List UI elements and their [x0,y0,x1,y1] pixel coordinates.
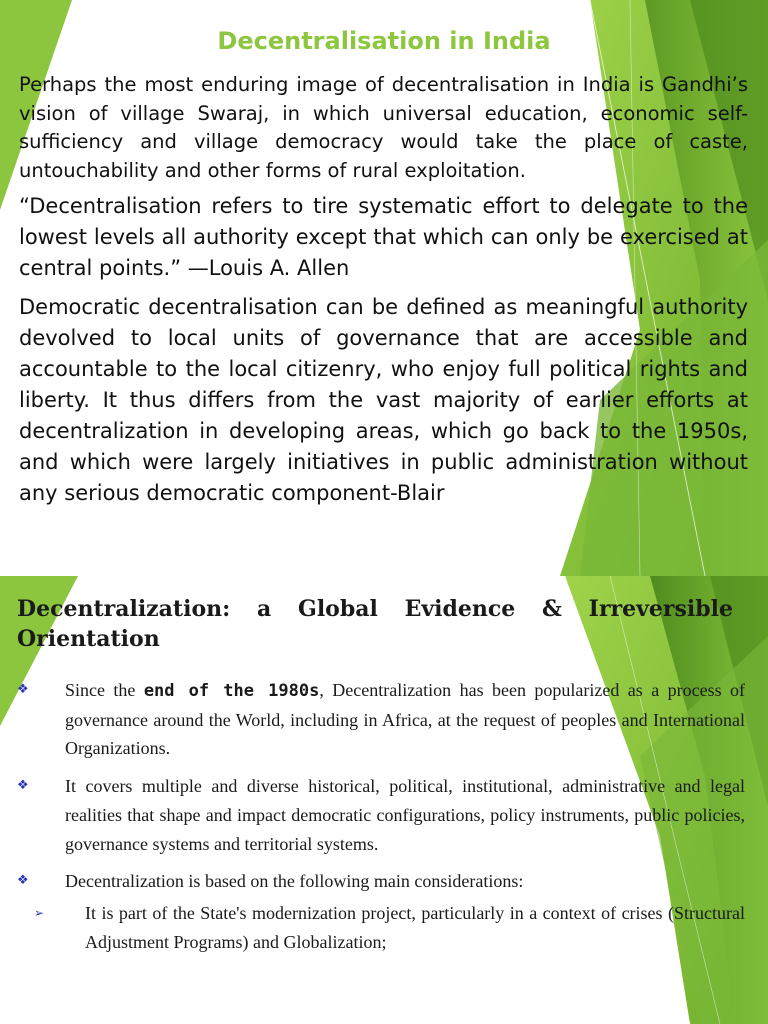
slide-title: Decentralisation in India [217,27,551,55]
diamond-bullet-icon: ❖ [17,873,29,889]
bullet-text: Decentralization is based on the following main considerations: [65,871,524,892]
paragraph-democratic-decentralisation: Democratic decentralisation can be defined as meaningful authority devolved to local units of governance that are accessible and accountable to the local citizenry, who enjoy full political rights and liberty. It thus differs from the vast majority of earlier efforts at decentralization in developing areas, which go back to the 1950s, and which were largely initiatives in public administration without any serious democratic component-Blair [19,295,748,505]
arrow-bullet-icon: ➢ [34,905,45,920]
diamond-bullet-icon: ❖ [17,682,29,697]
bullet-item-main-considerations [0,867,745,896]
sub-bullet-item-modernization [0,899,745,956]
slide-title: Decentralization: a Global Evidence & Irreversible Orientation [17,596,733,652]
bullet-item-diverse-realities [0,772,745,858]
bullet-item-end-of-1980s [0,676,745,763]
diamond-bullet-icon: ❖ [17,778,29,794]
paragraph-gandhi-vision: Perhaps the most enduring image of decentralisation in India is Gandhi’s vision of village Swaraj, in which universal education, economic self-sufficiency and village democracy would take the place of caste, untouchability and other forms of rural exploitation. [19,73,748,182]
bullet-list [0,676,768,956]
bullet-text: It is part of the State's modernization project, particularly in a context of crises (Structural Adjustment Programs) and Globalization; [85,902,745,952]
slide-body [19,71,748,509]
slide-global-evidence [0,576,768,1024]
paragraph-allen-quote: “Decentralisation refers to tire systematic effort to delegate to the lowest levels all authority except that which can only be exercised at central points.” —Louis A. Allen [19,194,748,281]
bullet-text: It covers multiple and diverse historical, political, institutional, administrative and legal realities that shape and impact democratic configurations, policy instruments, public policies, governance systems and territorial systems. [65,776,745,854]
bullet-text: Since the end of the 1980s, Decentralization has been popularized as a process of governance around the World, including in Africa, at the request of peoples and International Organizations. [65,680,745,759]
